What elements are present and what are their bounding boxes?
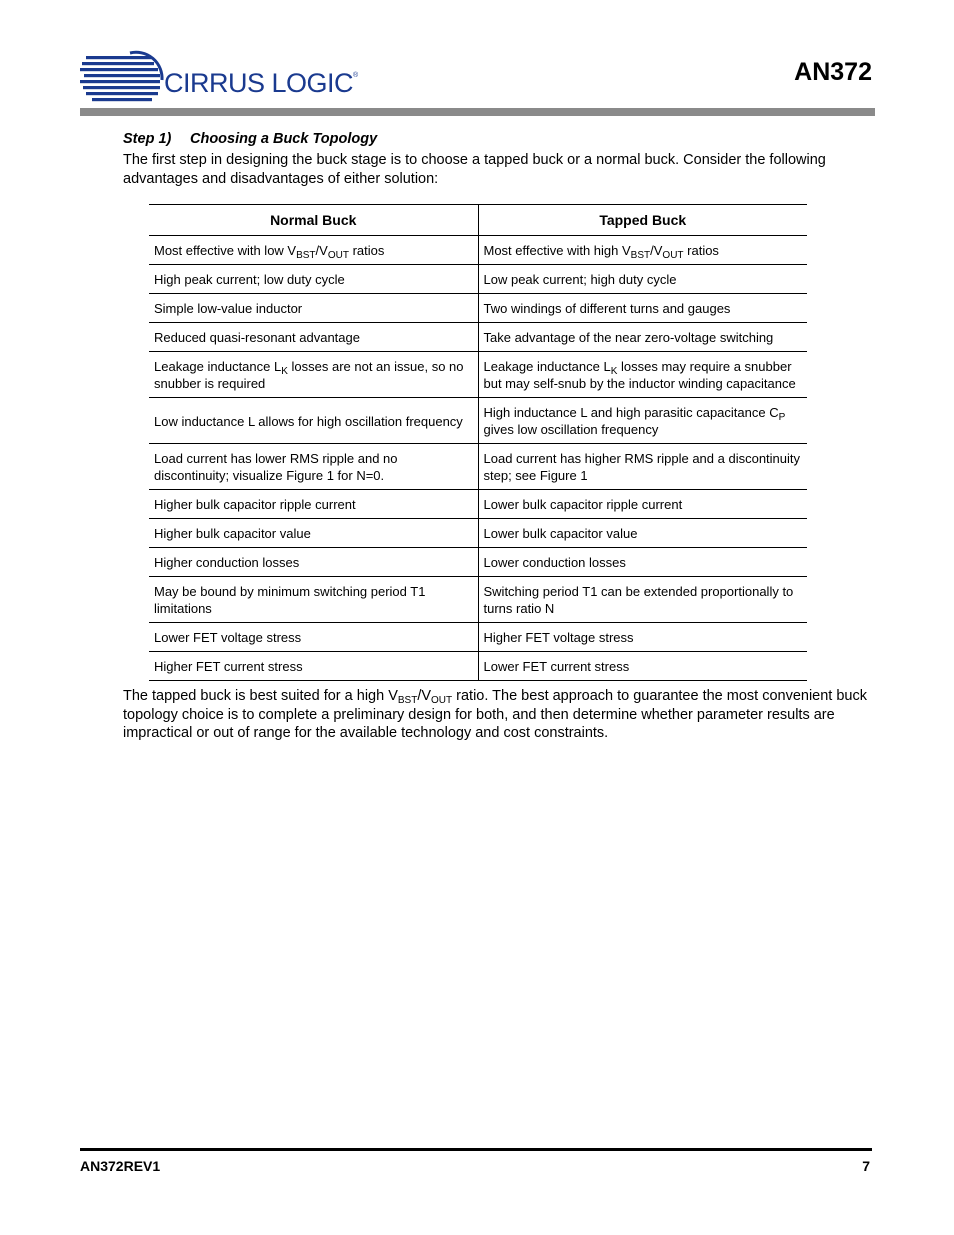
cirrus-logic-logo [80, 50, 370, 106]
column-header-normal-buck: Normal Buck [149, 205, 478, 236]
normal-buck-cell: Lower FET voltage stress [149, 623, 478, 652]
tapped-buck-cell: Take advantage of the near zero-voltage switching [478, 323, 807, 352]
buck-comparison-table [149, 204, 807, 681]
logo-wordmark: CIRRUS LOGIC® [164, 68, 358, 98]
tapped-buck-cell: Lower FET current stress [478, 652, 807, 681]
normal-buck-cell: Higher FET current stress [149, 652, 478, 681]
tapped-buck-cell: Low peak current; high duty cycle [478, 265, 807, 294]
table-row [149, 236, 807, 265]
normal-buck-cell: Most effective with low $V_{BST}/V_{OUT}$ ratios [149, 236, 478, 265]
tapped-buck-cell: Lower conduction losses [478, 548, 807, 577]
table-row [149, 294, 807, 323]
table-row [149, 323, 807, 352]
tapped-buck-cell: Switching period T1 can be extended proportionally to turns ratio N [478, 577, 807, 623]
tapped-buck-cell: Lower bulk capacitor ripple current [478, 490, 807, 519]
footer-divider [80, 1148, 872, 1151]
normal-buck-cell: Low inductance L allows for high oscillation frequency [149, 398, 478, 444]
table-row [149, 352, 807, 398]
normal-buck-cell: Higher conduction losses [149, 548, 478, 577]
step-title: Choosing a Buck Topology [190, 131, 378, 147]
tapped-buck-cell: Load current has higher RMS ripple and a discontinuity step; see Figure 1 [478, 444, 807, 490]
section-heading [123, 131, 377, 147]
step-number: Step 1) [123, 131, 172, 147]
tapped-buck-cell: Most effective with high $V_{BST}/V_{OUT}$ ratios [478, 236, 807, 265]
table-row [149, 623, 807, 652]
normal-buck-cell: May be bound by minimum switching period T1 limitations [149, 577, 478, 623]
header-divider [80, 108, 875, 116]
table-row [149, 490, 807, 519]
normal-buck-cell: Load current has lower RMS ripple and no discontinuity; visualize Figure 1 for N=0. [149, 444, 478, 490]
table-row [149, 265, 807, 294]
table-row [149, 577, 807, 623]
footer-page-number: 7 [862, 1158, 870, 1174]
logo-swoosh-icon [80, 50, 164, 106]
table-row [149, 548, 807, 577]
normal-buck-cell: Higher bulk capacitor ripple current [149, 490, 478, 519]
table-row [149, 519, 807, 548]
tapped-buck-cell: Lower bulk capacitor value [478, 519, 807, 548]
intro-paragraph: The first step in designing the buck stage is to choose a tapped buck or a normal buck. Consider the following advantages and disadvantages of either solution: [123, 152, 826, 187]
normal-buck-cell: Simple low-value inductor [149, 294, 478, 323]
table-row [149, 444, 807, 490]
document-id: AN372 [794, 58, 872, 86]
tapped-buck-cell: Higher FET voltage stress [478, 623, 807, 652]
normal-buck-cell: Leakage inductance $L_K$ losses are not an issue, so no snubber is required [149, 352, 478, 398]
conclusion-paragraph: The tapped buck is best suited for a high $V_{BST}/V_{OUT}$ ratio. The best approach to guarantee the most convenient buck topology choice is to complete a preliminary design for both, and then determine whether parameter results are impractical or out of range for the available technology and cost constraints. [123, 688, 867, 741]
column-header-tapped-buck: Tapped Buck [478, 205, 807, 236]
table-row [149, 398, 807, 444]
tapped-buck-cell: Two windings of different turns and gauges [478, 294, 807, 323]
table-header-row [149, 205, 807, 236]
tapped-buck-cell: High inductance L and high parasitic capacitance $C_P$ gives low oscillation frequency [478, 398, 807, 444]
normal-buck-cell: Higher bulk capacitor value [149, 519, 478, 548]
footer-revision: AN372REV1 [80, 1158, 161, 1174]
normal-buck-cell: High peak current; low duty cycle [149, 265, 478, 294]
table-row [149, 652, 807, 681]
tapped-buck-cell: Leakage inductance $L_K$ losses may require a snubber but may self-snub by the inductor winding capacitance [478, 352, 807, 398]
normal-buck-cell: Reduced quasi-resonant advantage [149, 323, 478, 352]
